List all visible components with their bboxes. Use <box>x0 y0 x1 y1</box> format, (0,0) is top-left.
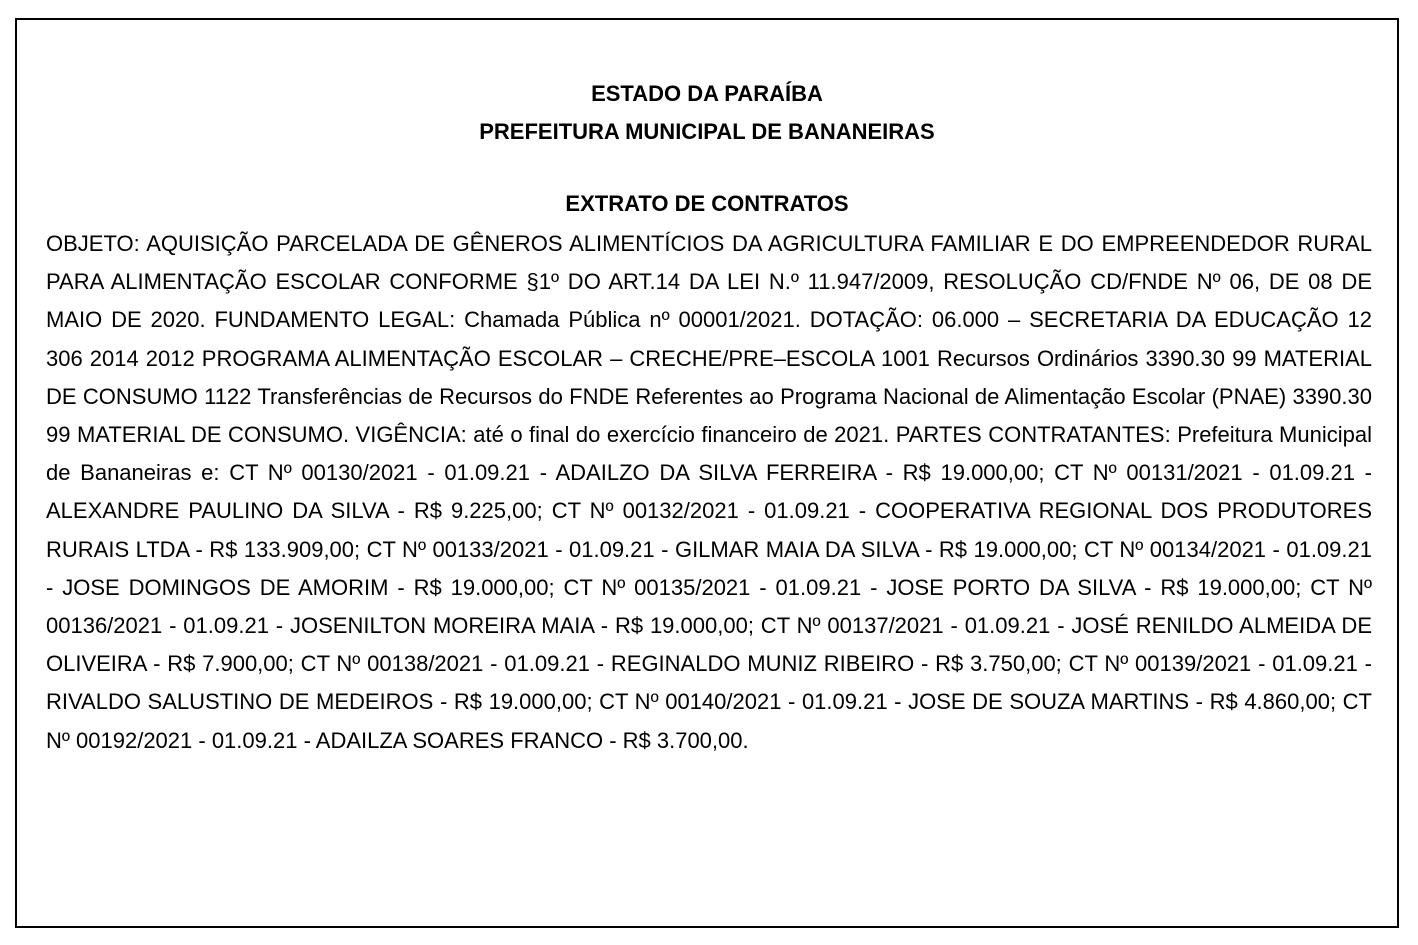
document-header <box>17 75 1397 151</box>
contract-extract-text: OBJETO: AQUISIÇÃO PARCELADA DE GÊNEROS ALIMENTÍCIOS DA AGRICULTURA FAMILIAR E DO EMPREENDEDOR RURAL PARA ALIMENTAÇÃO ESCOLAR CONFORME §1º DO ART.14 DA LEI N.º 11.947/2009, RESOLUÇÃO CD/FNDE Nº 06, DE 08 DE MAIO DE 2020. FUNDAMENTO LEGAL: Chamada Pública nº 00001/2021. DOTAÇÃO: 06.000 – SECRETARIA DA EDUCAÇÃO 12 306 2014 2012 PROGRAMA ALIMENTAÇÃO ESCOLAR – CRECHE/PRE–ESCOLA 1001 Recursos Ordinários 3390.30 99 MATERIAL DE CONSUMO 1122 Transferências de Recursos do FNDE Referentes ao Programa Nacional de Alimentação Escolar (PNAE) 3390.30 99 MATERIAL DE CONSUMO. VIGÊNCIA: até o final do exercício financeiro de 2021. PARTES CONTRATANTES: Prefeitura Municipal de Bananeiras e: CT Nº 00130/2021 - 01.09.21 - ADAILZO DA SILVA FERREIRA - R$ 19.000,00; CT Nº 00131/2021 - 01.09.21 - ALEXANDRE PAULINO DA SILVA - R$ 9.225,00; CT Nº 00132/2021 - 01.09.21 - COOPERATIVA REGIONAL DOS PRODUTORES RURAIS LTDA - R$ 133.909,00; CT Nº 00133/2021 - 01.09.21 - GILMAR MAIA DA SILVA - R$ 19.000,00; CT Nº 00134/2021 - 01.09.21 - JOSE DOMINGOS DE AMORIM - R$ 19.000,00; CT Nº 00135/2021 - 01.09.21 - JOSE PORTO DA SILVA - R$ 19.000,00; CT Nº 00136/2021 - 01.09.21 - JOSENILTON MOREIRA MAIA - R$ 19.000,00; CT Nº 00137/2021 - 01.09.21 - JOSÉ RENILDO ALMEIDA DE OLIVEIRA - R$ 7.900,00; CT Nº 00138/2021 - 01.09.21 - REGINALDO MUNIZ RIBEIRO - R$ 3.750,00; CT Nº 00139/2021 - 01.09.21 - RIVALDO SALUSTINO DE MEDEIROS - R$ 19.000,00; CT Nº 00140/2021 - 01.09.21 - JOSE DE SOUZA MARTINS - R$ 4.860,00; CT Nº 00192/2021 - 01.09.21 - ADAILZA SOARES FRANCO - R$ 3.700,00. <box>46 231 1372 753</box>
municipality-name: PREFEITURA MUNICIPAL DE BANANEIRAS <box>479 119 935 144</box>
document-title: EXTRATO DE CONTRATOS <box>565 191 849 216</box>
state-name: ESTADO DA PARAÍBA <box>591 81 823 106</box>
document-frame <box>15 18 1399 928</box>
